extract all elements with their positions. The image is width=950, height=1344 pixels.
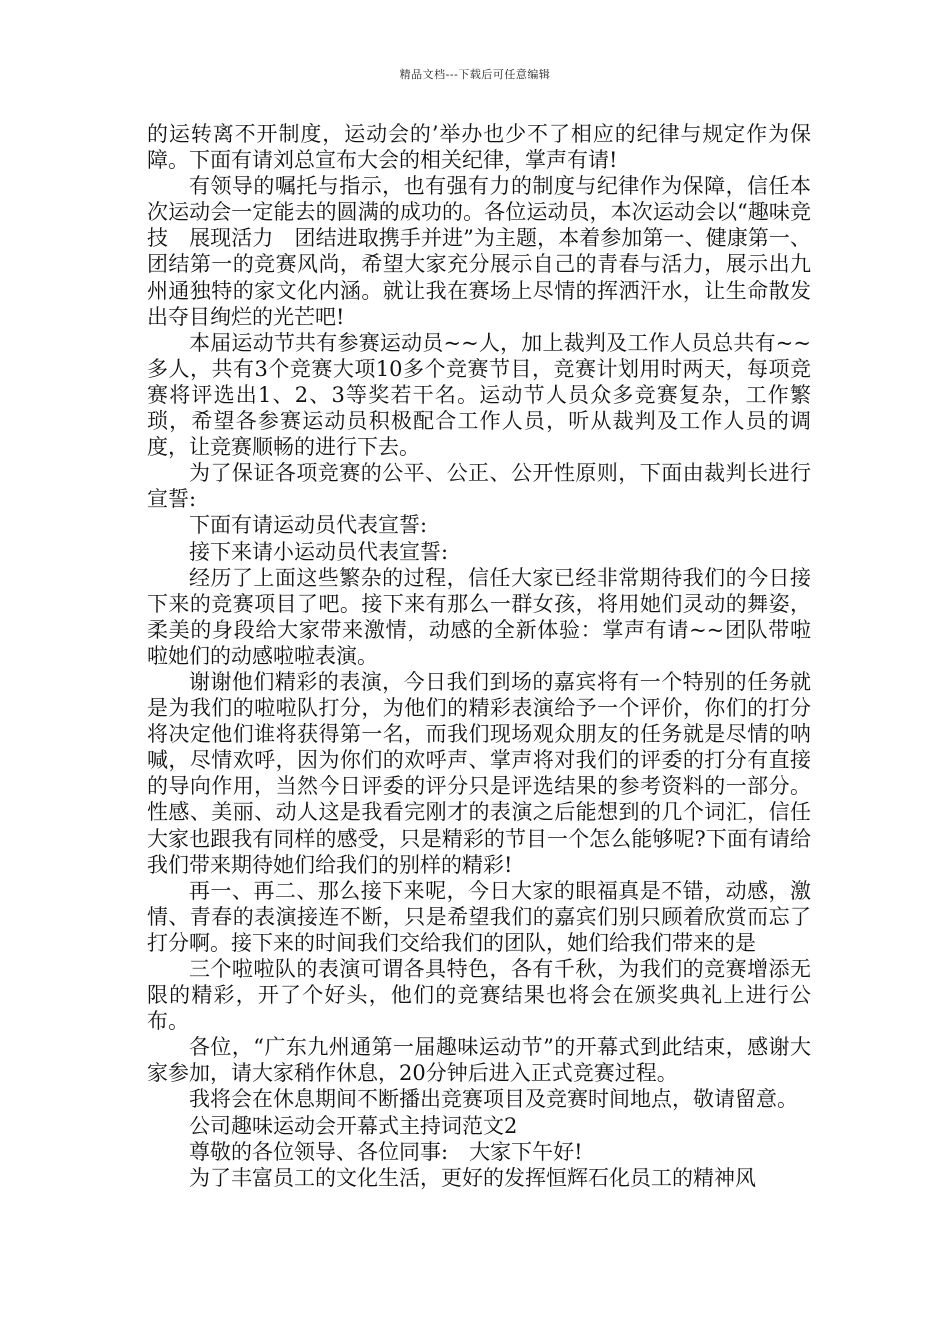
paragraph: 经历了上面这些繁杂的过程，信任大家已经非常期待我们的今日接下来的竞赛项目了吧。接下来有那么一群女孩，将用她们灵动的舞姿，柔美的身段给大家带来激情，动感的全新体验：掌声有请~~团队带啦啦她们的动感啦啦表演。 (147, 565, 811, 668)
paragraph: 我将会在休息期间不断播出竞赛项目及竞赛时间地点，敬请留意。 (189, 1087, 798, 1112)
section-title: 公司趣味运动会开幕式主持词范文2 (189, 1113, 518, 1138)
paragraph: 下面有请运动员代表宣誓: (189, 513, 428, 538)
paragraph: 三个啦啦队的表演可谓各具特色，各有千秋，为我们的竞赛增添无限的精彩，开了个好头，他们的竞赛结果也将会在颁奖典礼上进行公布。 (147, 957, 811, 1034)
page-header: 精品文档---下载后可任意编辑 (399, 68, 551, 81)
paragraph: 接下来请小运动员代表宣誓: (189, 539, 449, 564)
paragraph: 各位，“广东九州通第一届趣味运动节”的开幕式到此结束，感谢大家参加，请大家稍作休息，20分钟后进入正式竞赛过程。 (147, 1035, 811, 1086)
document-body (147, 121, 811, 1191)
paragraph: 为了丰富员工的文化生活，更好的发挥恒辉石化员工的精神风 (189, 1165, 756, 1190)
salutation: 尊敬的各位领导、各位同事: 大家下午好! (189, 1139, 583, 1164)
paragraph: 再一、再二、那么接下来呢，今日大家的眼福真是不错，动感，激情、青春的表演接连不断，只是希望我们的嘉宾们别只顾着欣赏而忘了打分啊。接下来的时间我们交给我们的团队，她们给我们带来的是 (147, 878, 811, 955)
paragraph: 谢谢他们精彩的表演，今日我们到场的嘉宾将有一个特别的任务就是为我们的啦啦队打分，为他们的精彩表演给予一个评价，你们的打分将决定他们谁将获得第一名，而我们现场观众朋友的任务就是尽情的呐喊，尽情欢呼，因为你们的欢呼声、掌声将对我们的评委的打分有直接的导向作用，当然今日评委的评分只是评选结果的参考资料的一部分。性感、美丽、动人这是我看完刚才的表演之后能想到的几个词汇，信任大家也跟我有同样的感受，只是精彩的节目一个怎么能够呢?下面有请给我们带来期待她们给我们的别样的精彩! (147, 669, 811, 877)
paragraph: 本届运动节共有参赛运动员~~人，加上裁判及工作人员总共有~~多人，共有3个竞赛大项10多个竞赛节目，竞赛计划用时两天，每项竞赛将评选出1、2、3等奖若干名。运动节人员众多竞赛复杂，工作繁琐，希望各参赛运动员积极配合工作人员，听从裁判及工作人员的调度，让竞赛顺畅的进行下去。 (147, 330, 811, 460)
paragraph: 有领导的嘱托与指示，也有强有力的制度与纪律作为保障，信任本次运动会一定能去的圆满的成功的。各位运动员，本次运动会以“趣味竞技 展现活力 团结进取携手并进”为主题，本着参加第一、健康第一、团结第一的竞赛风尚，希望大家充分展示自己的青春与活力，展示出九州通独特的家文化内涵。就让我在赛场上尽情的挥洒汗水，让生命散发出夺目绚烂的光芒吧! (147, 174, 811, 329)
paragraph: 的运转离不开制度，运动会的’举办也少不了相应的纪律与规定作为保障。下面有请刘总宣布大会的相关纪律，掌声有请! (147, 122, 811, 173)
paragraph: 为了保证各项竞赛的公平、公正、公开性原则，下面由裁判长进行宣誓: (147, 461, 811, 512)
